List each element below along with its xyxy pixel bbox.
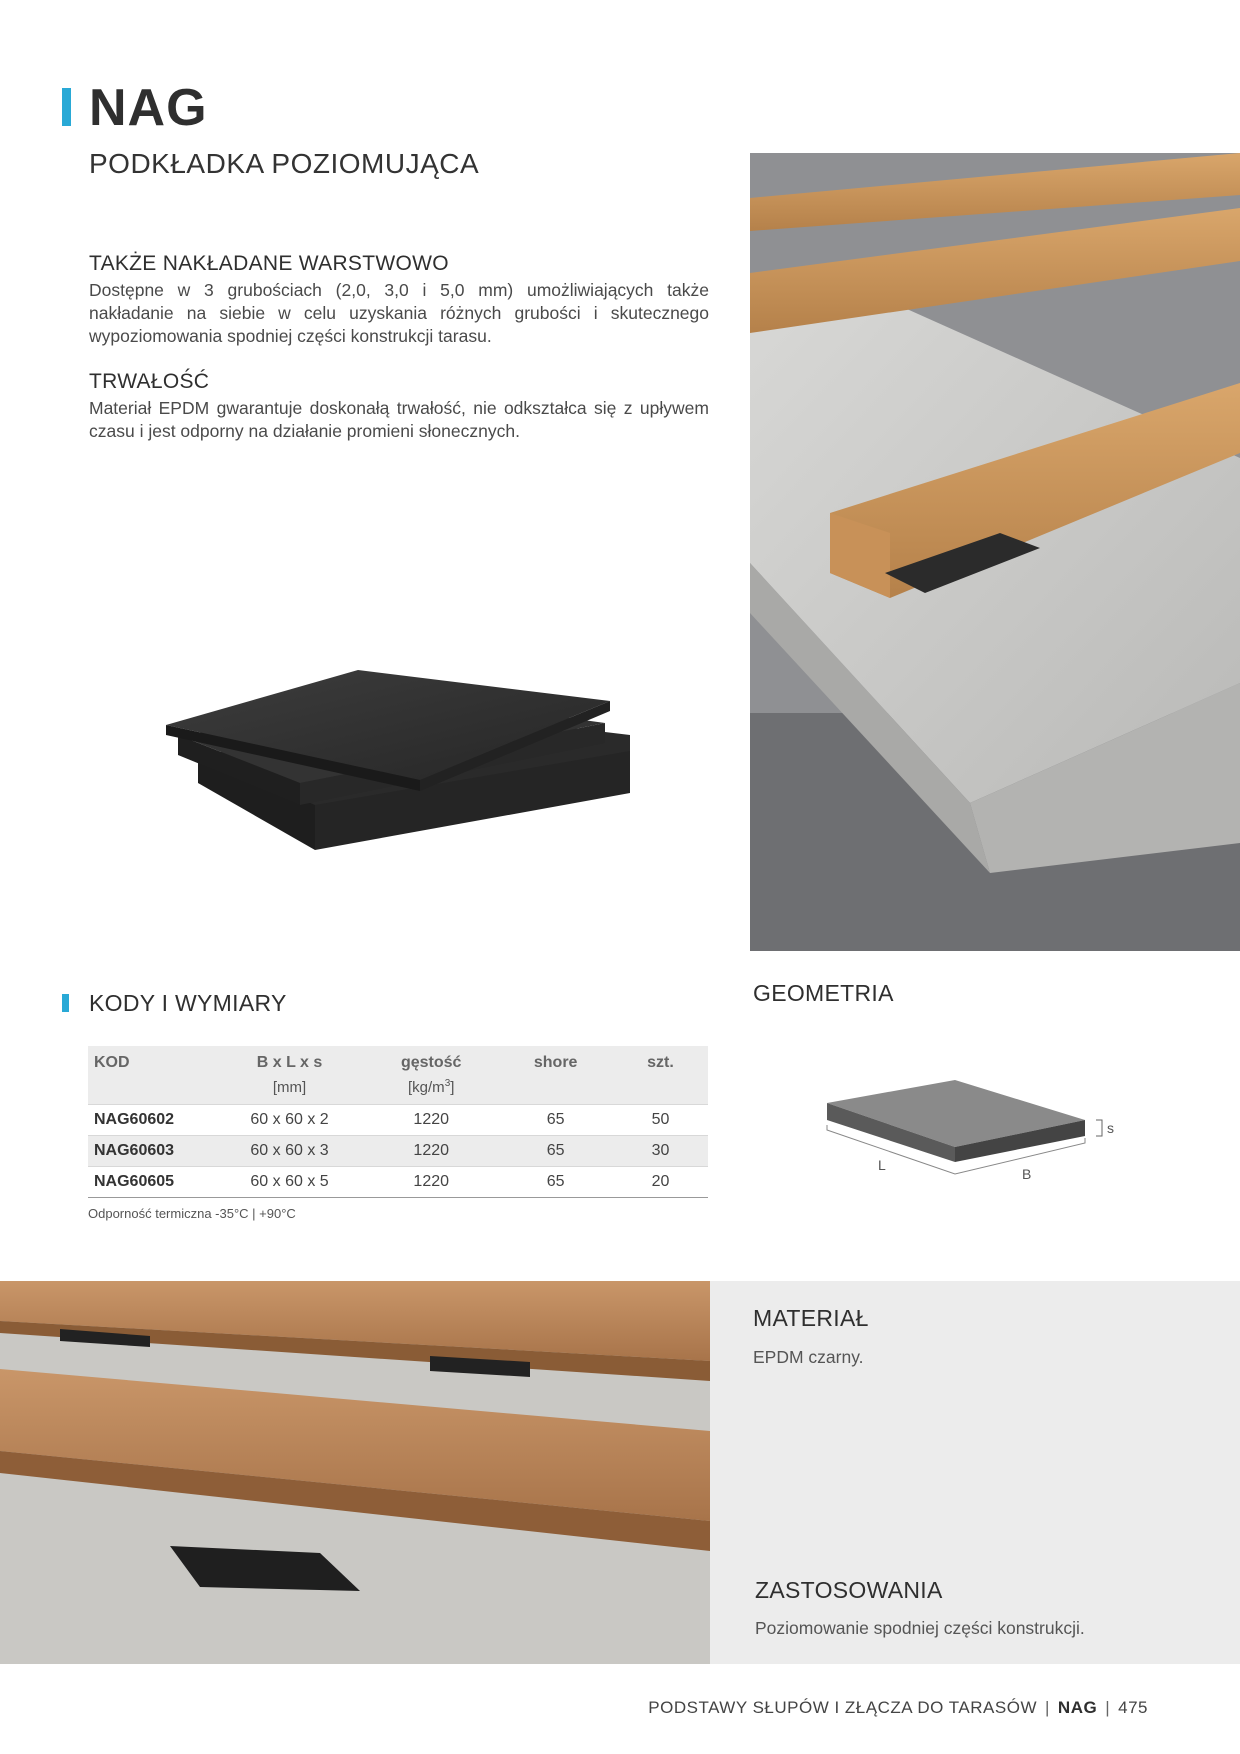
geometry-heading: GEOMETRIA (753, 980, 894, 1006)
footer-separator: | (1105, 1698, 1111, 1717)
geometry-diagram (820, 1070, 1140, 1190)
table-row (88, 1167, 708, 1198)
column-header-dimensions: B x L x s (215, 1046, 364, 1074)
column-header-quantity: szt. (613, 1046, 708, 1074)
table-row (88, 1105, 708, 1136)
cell-code: NAG60605 (88, 1167, 215, 1198)
unit-shore (498, 1074, 613, 1105)
geometry-label-l: L (878, 1157, 886, 1173)
feature-text-durability: Materiał EPDM gwarantuje doskonałą trwałość, nie odkształca się z upływem czasu i jest odporny na działanie promieni słonecznych. (89, 398, 709, 441)
footer-brand: NAG (1057, 1698, 1098, 1717)
column-header-shore: shore (498, 1046, 613, 1074)
material-text: EPDM czarny. (753, 1347, 864, 1367)
codes-table-units-row (88, 1074, 708, 1105)
material-panel (710, 1281, 1240, 1664)
material-heading: MATERIAŁ (753, 1305, 869, 1331)
page-subtitle: PODKŁADKA POZIOMUJĄCA (89, 148, 480, 179)
codes-table-header-row (88, 1046, 708, 1074)
footer-section: PODSTAWY SŁUPÓW I ZŁĄCZA DO TARASÓW (648, 1698, 1037, 1717)
cell-density: 1220 (364, 1105, 498, 1136)
cell-shore: 65 (498, 1136, 613, 1167)
geometry-label-s: s (1107, 1120, 1114, 1136)
cell-code: NAG60603 (88, 1136, 215, 1167)
codes-accent-bar (62, 994, 69, 1012)
unit-dimensions: [mm] (215, 1074, 364, 1105)
product-image-stacked-pads (150, 655, 640, 855)
unit-density: $[kg/m^3]$ (364, 1074, 498, 1105)
page-title: NAG (89, 79, 208, 137)
page-number: 475 (1118, 1698, 1148, 1717)
cell-dimensions: 60 x 60 x 2 (215, 1105, 364, 1136)
page-footer (648, 1698, 1148, 1718)
applications-heading: ZASTOSOWANIA (755, 1577, 943, 1603)
unit-code (88, 1074, 215, 1105)
cell-code: NAG60602 (88, 1105, 215, 1136)
table-row (88, 1136, 708, 1167)
cell-shore: 65 (498, 1167, 613, 1198)
cell-quantity: 20 (613, 1167, 708, 1198)
unit-quantity (613, 1074, 708, 1105)
title-accent-bar (62, 88, 71, 126)
cell-dimensions: 60 x 60 x 3 (215, 1136, 364, 1167)
cell-quantity: 50 (613, 1105, 708, 1136)
geometry-label-b: B (1022, 1166, 1032, 1182)
column-header-density: gęstość (364, 1046, 498, 1074)
cell-shore: 65 (498, 1105, 613, 1136)
feature-text-layering: Dostępne w 3 grubościach (2,0, 3,0 i 5,0 mm) umożliwiających także nakładanie na siebie w celu uzyskania różnych grubości i skutecznego wypoziomowania spodniej części konstrukcji tarasu. (89, 280, 709, 346)
feature-heading-layering: TAKŻE NAKŁADANE WARSTWOWO (89, 252, 449, 275)
cell-density: 1220 (364, 1136, 498, 1167)
cell-dimensions: 60 x 60 x 5 (215, 1167, 364, 1198)
photo-joists-on-pads (0, 1281, 710, 1664)
column-header-code: KOD (88, 1046, 215, 1074)
applications-text: Poziomowanie spodniej części konstrukcji. (755, 1618, 1085, 1638)
photo-joists-on-concrete (750, 153, 1240, 951)
codes-table (88, 1046, 708, 1198)
cell-quantity: 30 (613, 1136, 708, 1167)
codes-heading: KODY I WYMIARY (89, 990, 287, 1016)
thermal-resistance-note: Odporność termiczna -35°C | +90°C (88, 1206, 296, 1221)
footer-separator: | (1045, 1698, 1050, 1717)
cell-density: 1220 (364, 1167, 498, 1198)
feature-heading-durability: TRWAŁOŚĆ (89, 370, 210, 393)
